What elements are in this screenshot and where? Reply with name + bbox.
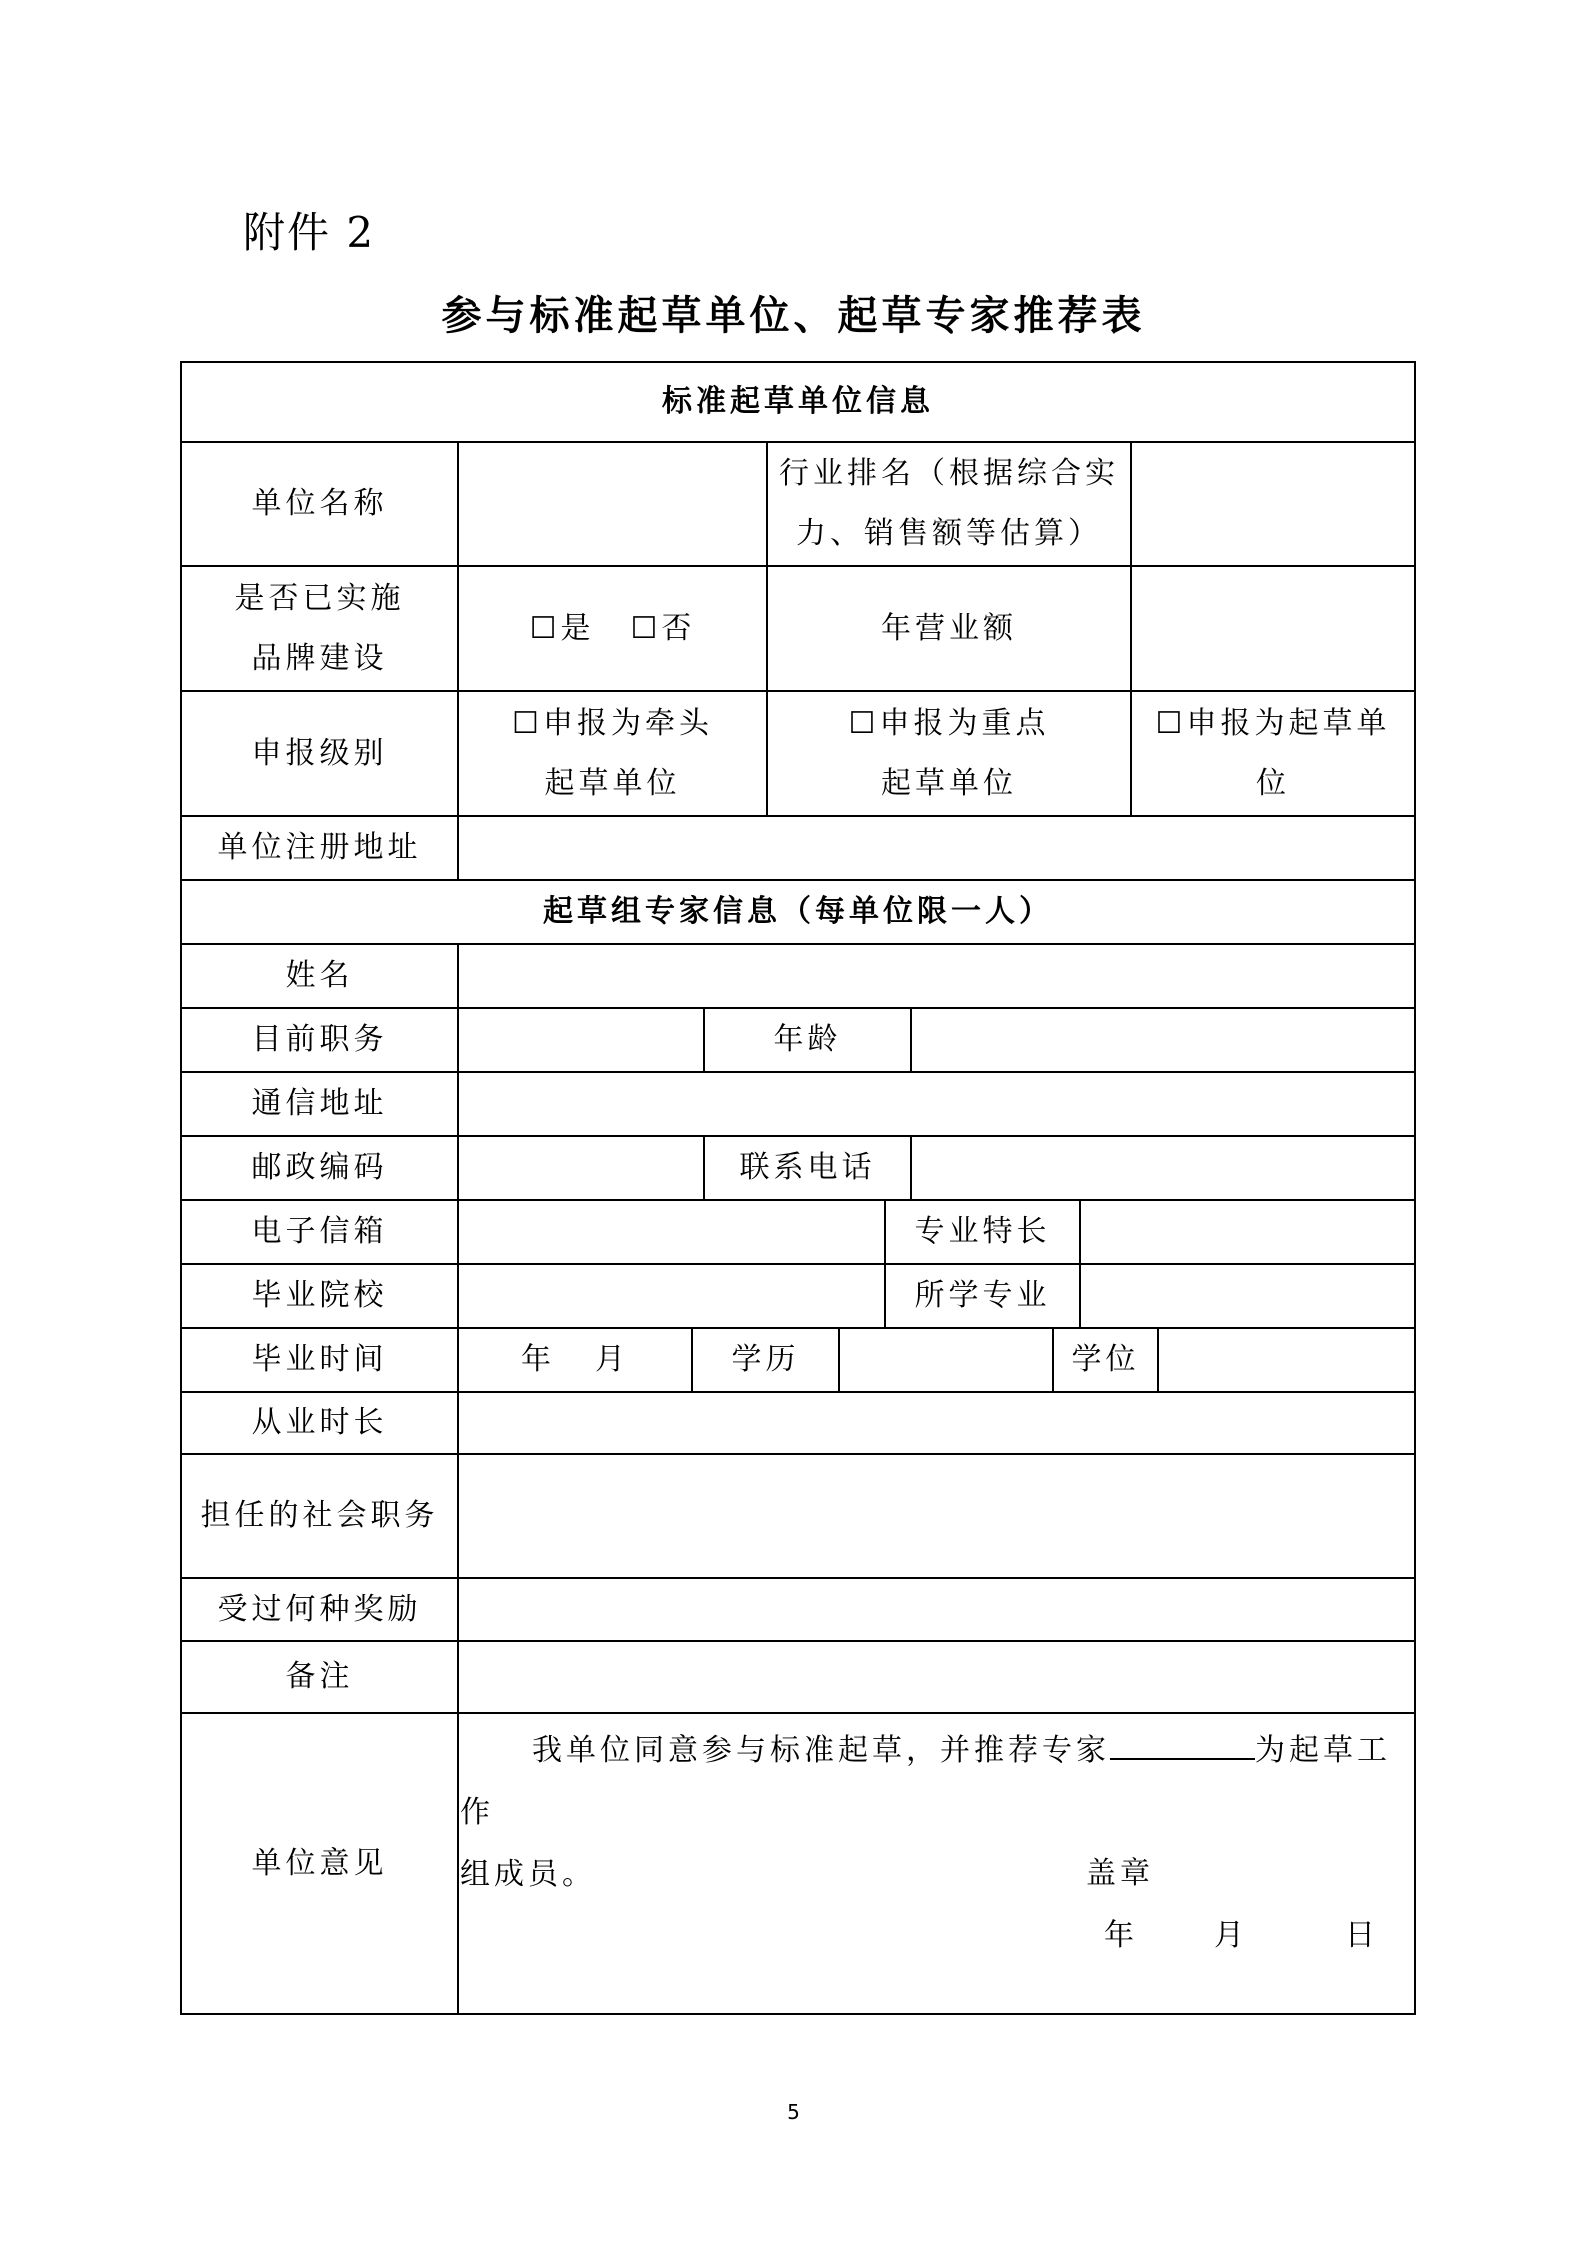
awards-label: 受过何种奖励 xyxy=(217,1591,422,1627)
school-input[interactable] xyxy=(459,1265,884,1327)
unit-name-input[interactable] xyxy=(459,443,766,565)
postcode-input[interactable] xyxy=(459,1137,703,1199)
education-input[interactable] xyxy=(840,1329,1052,1391)
unit-name-label: 单位名称 xyxy=(251,486,388,521)
industry-rank-input[interactable] xyxy=(1132,443,1414,565)
major-label: 所学专业 xyxy=(914,1278,1051,1313)
awards-input[interactable] xyxy=(459,1579,1414,1640)
opinion-label: 单位意见 xyxy=(251,1845,388,1881)
apply-level-label: 申报级别 xyxy=(251,735,388,771)
apply-draft-option[interactable] xyxy=(1132,692,1414,815)
address-label: 通信地址 xyxy=(251,1086,388,1121)
experience-input[interactable] xyxy=(459,1393,1414,1453)
grad-year-label: 年 xyxy=(521,1342,555,1377)
expert-name-blank[interactable] xyxy=(1110,1728,1255,1760)
apply-draft-line2: 位 xyxy=(1256,765,1290,801)
industry-rank-label xyxy=(768,443,1130,565)
page-number: 5 xyxy=(787,2100,800,2124)
email-input[interactable] xyxy=(459,1201,884,1263)
age-label: 年龄 xyxy=(773,1022,842,1057)
apply-draft-line1: ☐申报为起草单 xyxy=(1155,705,1391,741)
degree-input[interactable] xyxy=(1159,1329,1414,1391)
page-title: 参与标准起草单位、起草专家推荐表 xyxy=(441,292,1146,339)
date-year-label: 年 xyxy=(1104,1918,1134,1953)
name-label: 姓名 xyxy=(285,958,354,993)
annual-revenue-input[interactable] xyxy=(1132,567,1414,690)
apply-key-line1: ☐申报为重点 xyxy=(848,705,1050,741)
date-day-label: 日 xyxy=(1345,1918,1375,1953)
brand-label-line2: 品牌建设 xyxy=(251,640,388,676)
remarks-label: 备注 xyxy=(285,1659,354,1694)
section-heading-expert: 起草组专家信息（每单位限一人） xyxy=(543,894,1053,929)
industry-rank-label-line2: 力、销售额等估算） xyxy=(796,516,1102,551)
social-roles-input[interactable] xyxy=(459,1455,1414,1577)
seal-label: 盖章 xyxy=(1086,1856,1154,1891)
position-input[interactable] xyxy=(459,1009,703,1071)
reg-address-label: 单位注册地址 xyxy=(217,830,422,865)
section-heading-unit: 标准起草单位信息 xyxy=(662,384,934,419)
industry-rank-label-line1: 行业排名（根据综合实 xyxy=(779,456,1119,491)
date-month-label: 月 xyxy=(1214,1918,1244,1953)
apply-lead-line1: ☐申报为牵头 xyxy=(512,705,713,741)
school-label: 毕业院校 xyxy=(251,1278,388,1313)
social-roles-label: 担任的社会职务 xyxy=(200,1498,439,1533)
apply-lead-option[interactable] xyxy=(459,692,766,815)
remarks-input[interactable] xyxy=(459,1642,1414,1712)
experience-label: 从业时长 xyxy=(251,1405,388,1440)
brand-yes-checkbox[interactable]: ☐是 xyxy=(529,610,595,646)
opinion-sentence-start: 我单位同意参与标准起草，并推荐专家 xyxy=(532,1733,1110,1768)
phone-input[interactable] xyxy=(912,1137,1414,1199)
opinion-line2: 组成员。 xyxy=(460,1857,596,1892)
position-label: 目前职务 xyxy=(251,1022,388,1057)
apply-lead-line2: 起草单位 xyxy=(544,765,681,801)
apply-key-option[interactable] xyxy=(768,692,1130,815)
email-label: 电子信箱 xyxy=(251,1214,388,1249)
brand-options xyxy=(459,567,766,690)
annual-revenue-label: 年营业额 xyxy=(881,610,1017,646)
degree-label: 学位 xyxy=(1071,1342,1140,1377)
postcode-label: 邮政编码 xyxy=(251,1150,388,1185)
opinion-text xyxy=(460,1720,1410,1906)
brand-label xyxy=(182,567,457,690)
age-input[interactable] xyxy=(912,1009,1414,1071)
brand-no-checkbox[interactable]: ☐否 xyxy=(630,610,696,646)
brand-label-line1: 是否已实施 xyxy=(234,580,405,616)
major-input[interactable] xyxy=(1081,1265,1414,1327)
attachment-label: 附件 2 xyxy=(243,208,376,257)
grad-time-input[interactable] xyxy=(459,1329,691,1391)
grad-month-label: 月 xyxy=(595,1342,629,1377)
education-label: 学历 xyxy=(731,1342,800,1377)
phone-label: 联系电话 xyxy=(739,1150,876,1185)
apply-key-line2: 起草单位 xyxy=(881,765,1017,801)
address-input[interactable] xyxy=(459,1073,1414,1135)
specialty-input[interactable] xyxy=(1081,1201,1414,1263)
reg-address-input[interactable] xyxy=(459,817,1414,879)
specialty-label: 专业特长 xyxy=(914,1214,1051,1249)
opinion-sentence-end: 为起草工作 xyxy=(460,1733,1391,1830)
grad-time-label: 毕业时间 xyxy=(251,1342,388,1377)
name-input[interactable] xyxy=(459,945,1414,1007)
